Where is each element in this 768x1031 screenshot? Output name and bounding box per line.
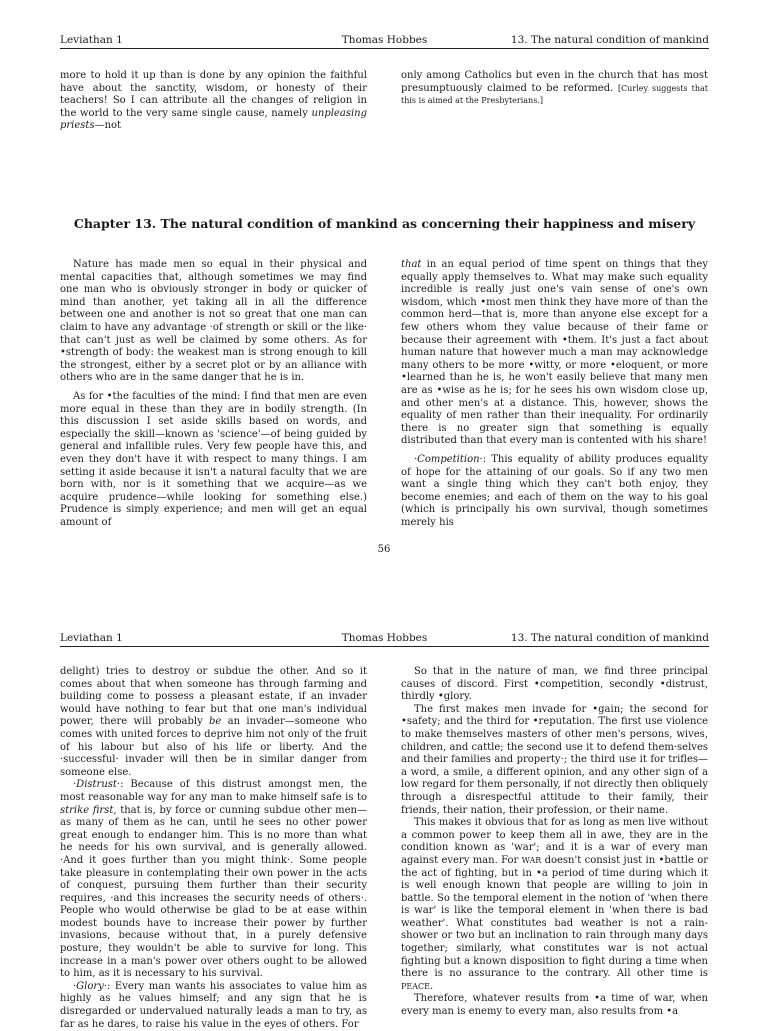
running-header (60, 632, 709, 647)
paragraph: Therefore, whatever results from •a time of war, when every man is enemy to every man, also results from •a (401, 993, 708, 1018)
left-column (60, 259, 367, 529)
paragraph: As for •the faculties of the mind: I find that men are even more equal in these than they are in bodily strength. (In this discussion I set aside skills based on words, and especially the skill—known as 'science'—of being guided by general and infallible rules. Very few people have this, and even they don't have it with respect to many things. I am setting it aside because it isn't a natural faculty that we are born with, nor is it something that we acquire—as we acquire prudence—while looking for something else.) Prudence is simply experience; and men will get an equal amount of (60, 390, 367, 528)
editorial-note: [Curley suggests that this is aimed at the Presbyterians.] (401, 83, 708, 106)
header-chapter: 13. The natural condition of mankind (510, 34, 709, 46)
paragraph: So that in the nature of man, we find three principal causes of discord. First •competition, secondly •distrust, thirdly •glory. (401, 666, 708, 703)
continued-paragraph: only among Catholics but even in the church that has most presumptuously claimed to be reformed. [Curley suggests that this is aimed at the Presbyterians.] (401, 70, 708, 106)
right-column (401, 259, 708, 529)
continued-paragraph: more to hold it up than is done by any opinion the faithful have about the sanctity, wisdom, or honesty of their teachers! So I can attribute all the changes of religion in the world to the very same single cause, namely unpleasing priests—not (60, 70, 367, 132)
chapter-title: Chapter 13. The natural condition of mankind as concerning their happiness and misery (73, 216, 696, 231)
page-number: 56 (377, 544, 391, 555)
header-author: Thomas Hobbes (341, 632, 428, 644)
paragraph: This makes it obvious that for as long as men live without a common power to keep them all in awe, they are in the condition known as 'war'; and it is a war of every man against every man. For WAR doesn't consist just in •battle or the act of fighting, but in •a period of time during which it is well enough known that people are willing to join in battle. So the temporal element in the notion of 'when there is war' is like the temporal element in 'when there is bad weather'. What constitutes bad weather is not a rain-shower or two but an inclination to rain through many days together; similarly, what constitutes war is not actual fighting but a known disposition to fight during a time when there is no assurance to the contrary. All other time is PEACE. (401, 817, 709, 992)
paragraph: ·Glory·: Every man wants his associates to value him as highly as he values himself; and any sign that he is disregarded or undervalued naturally leads a man to try, as far as he dares, to raise his value in the eyes of others. For (60, 980, 367, 1030)
header-book-title: Leviathan 1 (60, 632, 123, 644)
paragraph: that in an equal period of time spent on things that they equally apply themselves to. What may make such equality incredible is really just one's vain sense of one's own wisdom, which •most men think they have more of than the common herd—that is, more than anyone else except for a few others whom they value because of their fame or because their agreement with •them. It's just a fact about human nature that however much a man may acknowledge many others to be more •witty, or more •eloquent, or more •learned than he is, he won't easily believe that many men are as •wise as he is; for he sees his own wisdom close up, and other men's at a distance. This, however, shows the equality of men rather than their inequality. For ordinarily there is no greater sign that something is equally distributed than that every man is contented with his share! (401, 259, 708, 447)
paragraph: ·Distrust·: Because of this distrust amongst men, the most reasonable way for any man to make himself safe is to strike first, that is, by force or cunning subdue other men—as many of them as he can, until he sees no other power great enough to endanger him. This is no more than what he needs for his own survival, and is generally allowed. ·And it goes further than you might think·. Some people take pleasure in contemplating their own power in the acts of conquest, pursuing them further than their security requires, ·and this increases the security needs of others·. People who would otherwise be glad to be at ease within modest bounds have to increase their power by further invasions, because without that, in a purely defensive posture, they wouldn't be able to survive for long. This increase in a man's power over others ought to be allowed to him, as it is necessary to his survival. (60, 779, 367, 980)
header-chapter: 13. The natural condition of mankind (510, 632, 709, 644)
paragraph: The first makes men invade for •gain; the second for •safety; and the third for •reputation. The first use violence to make themselves masters of other men's persons, wives, children, and cattle; the second use it to defend them·selves and their families and property·; the third use it for trifles—a word, a smile, a different opinion, and any other sign of a low regard for them personally, if not directly then obliquely through a disrespectful attitude to their family, their friends, their nation, their profession, or their name. (401, 703, 708, 816)
left-column (60, 666, 367, 1031)
header-author: Thomas Hobbes (341, 34, 428, 46)
running-header (60, 34, 709, 49)
paragraph: ·Competition·: This equality of ability produces equality of hope for the attaining of our goals. So if any two men want a single thing which they can't both enjoy, they become enemies; and each of them on the way to his goal (which is principally his own survival, though sometimes merely his (401, 453, 708, 528)
top-right-column (401, 70, 708, 108)
paragraph: Nature has made men so equal in their physical and mental capacities that, although sometimes we may find one man who is obviously stronger in body or quicker of mind than another, yet taking all in all the difference between one and another is not so great that one man can claim to have any advantage ·of strength or skill or the like· that can't just as well be claimed by some others. As for •strength of body: the weakest man is strong enough to kill the strongest, either by a secret plot or by an alliance with others who are in the same danger that he is in. (60, 259, 367, 384)
paragraph: delight) tries to destroy or subdue the other. And so it comes about that when someone has through farming and building come to possess a pleasant estate, if an invader would have nothing to fear but that one man's individual power, there will probably be an invader—someone who comes with united forces to deprive him not only of the fruit of his labour but also of his life or liberty. And the ·successful· invader will then be in similar danger from someone else. (60, 666, 367, 778)
page-57 (0, 598, 768, 1030)
right-column (401, 666, 708, 1019)
top-left-column (60, 70, 367, 133)
header-book-title: Leviathan 1 (60, 34, 123, 46)
